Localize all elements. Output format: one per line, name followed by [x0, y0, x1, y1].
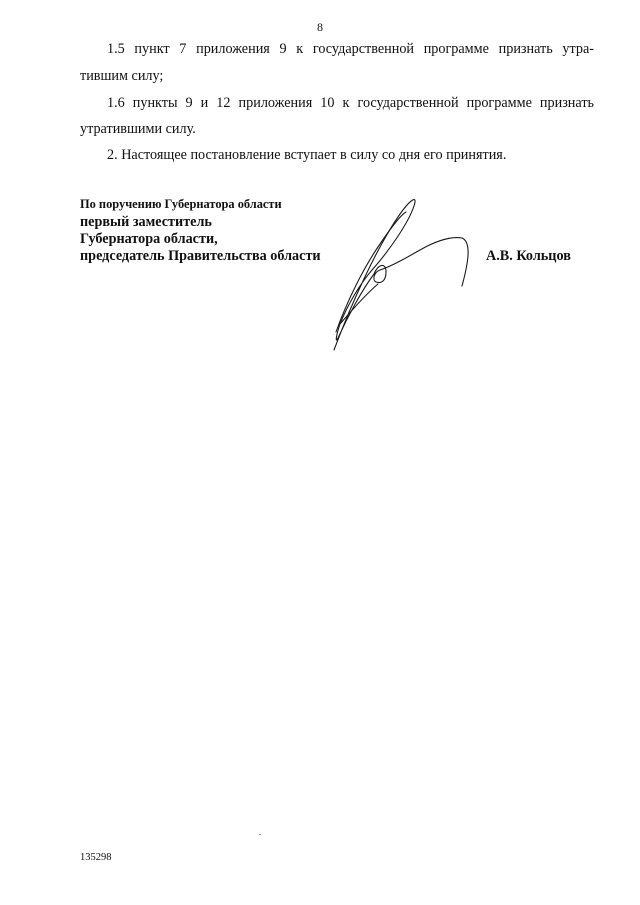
paragraph-2-line-1: 2. Настоящее постановление вступает в силу со дня его принятия. [107, 147, 507, 163]
signature-instruction: По поручению Губернатора области [80, 197, 282, 211]
signatory-name: А.В. Кольцов [486, 248, 571, 264]
paragraph-1-6-line-2: утратившими силу. [80, 121, 196, 137]
paragraph-1-5-line-1: 1.5 пункт 7 приложения 9 к государственной программе признать утра- [107, 41, 594, 57]
signatory-position-line-1: первый заместитель [80, 214, 212, 230]
paragraph-1-5-line-2: тившим силу; [80, 68, 164, 84]
page-number: 8 [317, 20, 323, 34]
signatory-position-line-2: Губернатора области, [80, 231, 218, 247]
scan-speck [259, 834, 261, 835]
paragraph-1-6-line-1: 1.6 пункты 9 и 12 приложения 10 к государственной программе признать [107, 95, 594, 111]
document-id: 135298 [80, 852, 112, 863]
handwritten-signature [322, 192, 472, 354]
signatory-position-line-3: председатель Правительства области [80, 248, 321, 264]
